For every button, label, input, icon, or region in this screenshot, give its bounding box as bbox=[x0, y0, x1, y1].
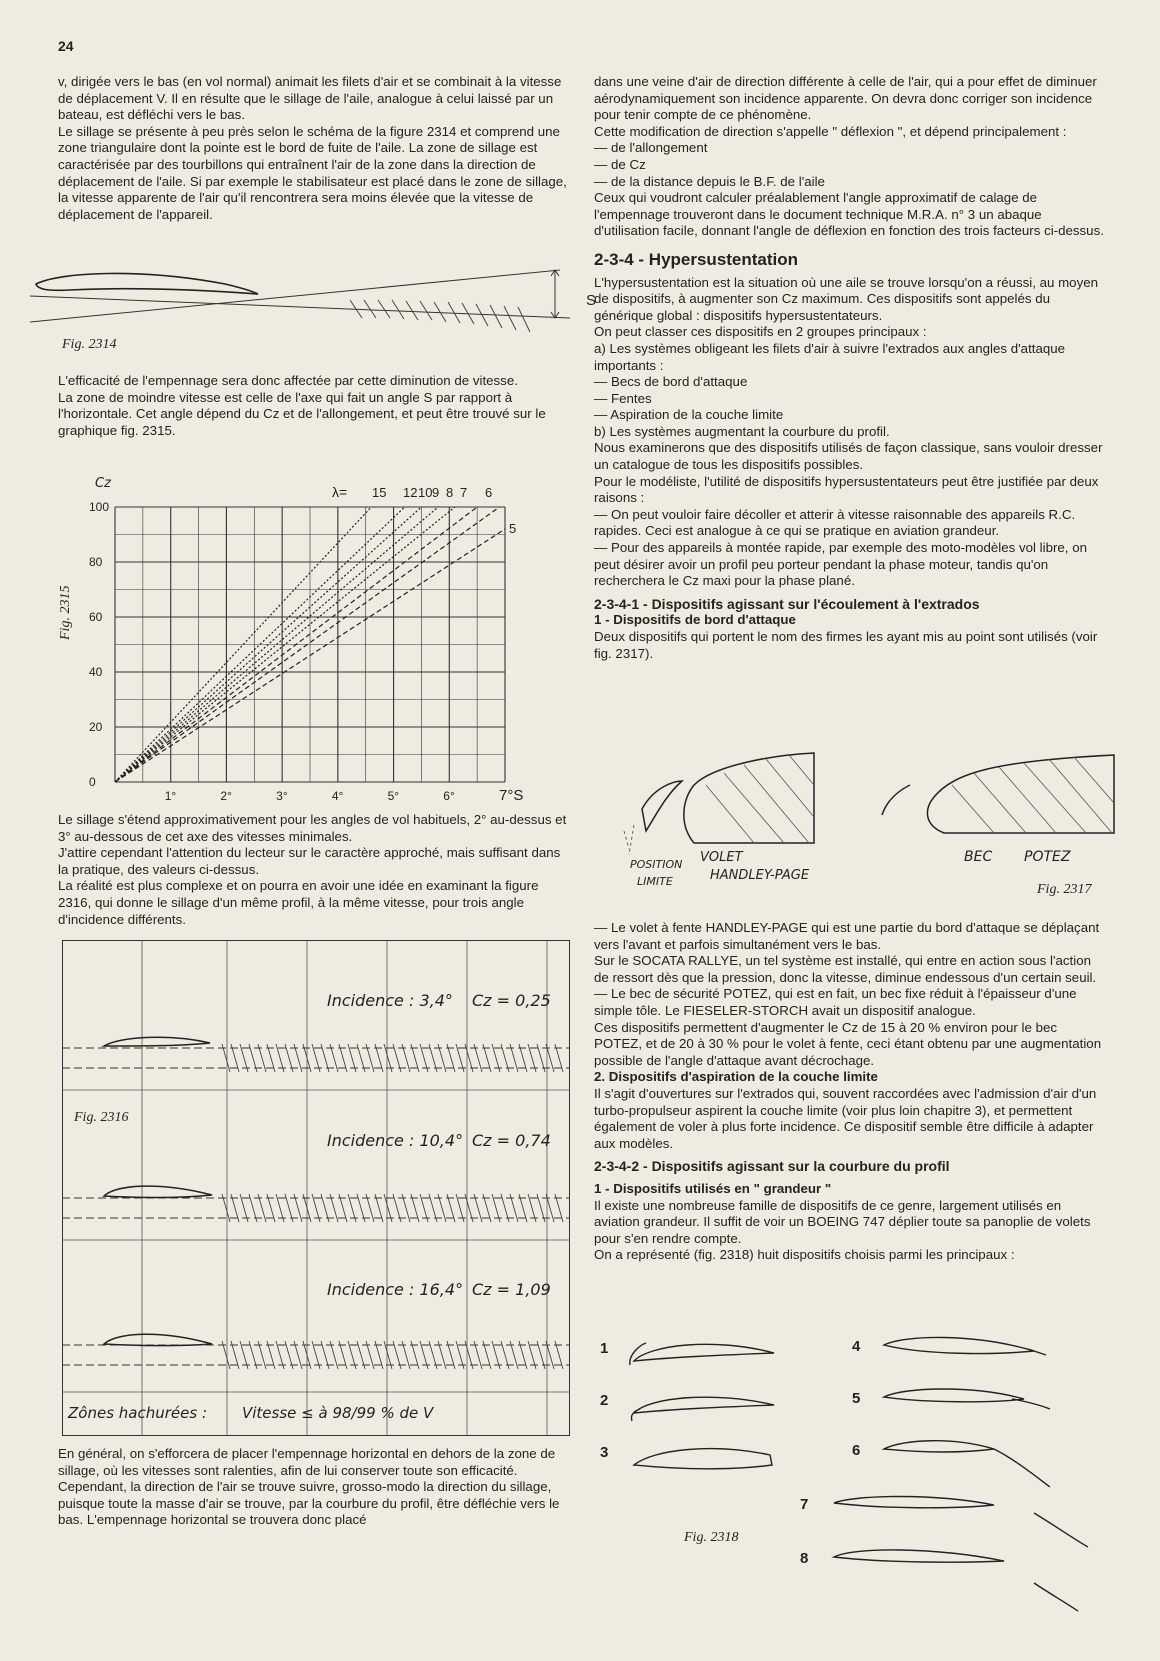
paragraph: L'efficacité de l'empennage sera donc affectée par cette diminution de vitesse. bbox=[58, 373, 518, 388]
paragraph: On peut classer ces dispositifs en 2 groupes principaux : bbox=[594, 324, 927, 340]
paragraph: — Le bec de sécurité POTEZ, qui est en fait, un bec fixe réduit à l'épaisseur d'une simple tôle. Le FIESELER-STORCH avait un dispositif analogue. bbox=[594, 986, 1077, 1018]
chart-y-tick-label: 40 bbox=[89, 665, 103, 679]
chart-y-tick-label: 20 bbox=[89, 720, 103, 734]
fig2316-cz-1: Cz = 0,25 bbox=[472, 991, 551, 1010]
figure-2318 bbox=[594, 1325, 1114, 1655]
chart-x-tick-label: 4° bbox=[331, 789, 344, 803]
fig2317-position-label-1: POSITION bbox=[630, 858, 683, 871]
paragraph: Pour le modéliste, l'utilité de dispositifs hypersustentateurs peut être justifiée par deux raisons : bbox=[594, 473, 1099, 506]
chart-x-tick-label: 7°S bbox=[499, 787, 524, 804]
fig2316-incidence-1: Incidence : 3,4° bbox=[327, 991, 453, 1010]
chart-y-tick-label: 100 bbox=[89, 500, 110, 514]
paragraph: Cependant, la direction de l'air se trouve suivre, grosso-modo la direction du sillage, puisque toute la masse d'air se trouve, par la courbure du profil, être défléchie vers le bas. L'empennage horizontal se trouvera donc placé bbox=[58, 1479, 560, 1528]
fig2317-volet-label-1: VOLET bbox=[700, 850, 743, 865]
paragraph: — On peut vouloir faire décoller et atterir à vitesse raisonnable des appareils R.C. rapides. Ceci est analogue à ce qui se pratique en aviation grandeur. bbox=[594, 506, 1076, 539]
fig2317-volet-label-2: HANDLEY-PAGE bbox=[710, 868, 810, 883]
chart-y-tick-label: 0 bbox=[89, 775, 96, 789]
paragraph: Le sillage se présente à peu près selon le schéma de la figure 2314 et comprend une zone triangulaire dont la pointe est le bord de fuite de l'aile. La zone de sillage est caractérisée par des tourbillons qui entraînent l'air de la zone dans la direction de déplacement de l'aile. Si par exemple le stabilisateur est placé dans le zone de sillage, la vitesse apparente de l'air qu'il rencontrera sera moins élevée que la vitesse de déplacement de l'appareil. bbox=[58, 123, 567, 222]
paragraph: On a représenté (fig. 2318) huit dispositifs choisis parmi les principaux : bbox=[594, 1247, 1015, 1263]
chart-y-tick-label: 80 bbox=[89, 555, 103, 569]
chart-series-label: 9 bbox=[432, 485, 440, 500]
left-column-bottom bbox=[58, 1446, 570, 1529]
fig2318-number-5: 5 bbox=[852, 1390, 861, 1407]
section-heading: 2-3-4-2 - Dispositifs agissant sur la courbure du profil bbox=[594, 1158, 950, 1175]
list-item: — Becs de bord d'attaque bbox=[594, 374, 748, 390]
fig2318-number-1: 1 bbox=[600, 1340, 609, 1357]
paragraph: Le sillage s'étend approximativement pour les angles de vol habituels, 2° au-dessus et 3° au-dessous de cet axe des vitesses minimales. bbox=[58, 812, 567, 844]
paragraph: Sur le SOCATA RALLYE, un tel système est installé, qui entre en action sous l'action de ressort dès que la pression, donc la vitesse, diminue endessous d'un certain seuil. bbox=[594, 953, 1097, 985]
fig2318-number-3: 3 bbox=[600, 1444, 609, 1461]
figure-2316 bbox=[62, 940, 570, 1436]
chart-series-label: 10 bbox=[418, 485, 433, 500]
paragraph: — Pour des appareils à montée rapide, par exemple des moto-modèles vol libre, on peut désirer avoir un profil peu porteur pendant la phase moteur, tandis qu'on recherchera le Cz maxi pour la phase plané. bbox=[594, 540, 1087, 589]
list-item: — de l'allongement bbox=[594, 140, 708, 156]
paragraph: La zone de moindre vitesse est celle de l'axe qui fait un angle S par rapport à l'horizontale. Cet angle dépend du Cz et de l'allongement, et peut être trouvé sur le graphique fig. 2315. bbox=[58, 389, 546, 438]
fig2316-incidence-2: Incidence : 10,4° bbox=[327, 1131, 464, 1150]
list-item: — de Cz bbox=[594, 156, 646, 172]
paragraph: L'hypersustentation est la situation où une aile se trouve lorsqu'on a réussi, au moyen de dispositifs, à augmenter son Cz maximum. Ces dispositifs sont appelés du générique global : dispositifs hypersustentateurs. bbox=[594, 274, 1099, 323]
fig2317-position-label-2: LIMITE bbox=[637, 875, 673, 888]
paragraph: — Le volet à fente HANDLEY-PAGE qui est une partie du bord d'attaque se déplaçant vers l'avant et parfois simultanément vers le bas. bbox=[594, 920, 1100, 952]
right-column-top bbox=[594, 74, 1104, 662]
fig2316-cz-3: Cz = 1,09 bbox=[472, 1280, 551, 1299]
chart-series-label: 5 bbox=[509, 521, 517, 536]
right-column-bottom bbox=[594, 920, 1104, 1264]
fig2316-cz-2: Cz = 0,74 bbox=[472, 1131, 551, 1150]
chart-series-label: 6 bbox=[485, 485, 493, 500]
subsection-heading: 1 - Dispositifs de bord d'attaque bbox=[594, 612, 796, 628]
chart-series-label: 15 bbox=[372, 485, 387, 500]
section-heading: 2-3-4-1 - Dispositifs agissant sur l'écoulement à l'extrados bbox=[594, 595, 980, 612]
chart-y-tick-label: 60 bbox=[89, 610, 103, 624]
list-item: — Aspiration de la couche limite bbox=[594, 407, 784, 423]
left-column-mid bbox=[58, 373, 570, 439]
paragraph: a) Les systèmes obligeant les filets d'air à suivre l'extrados aux angles d'attaque importants : bbox=[594, 340, 1066, 373]
page-number: 24 bbox=[58, 38, 74, 54]
paragraph: Deux dispositifs qui portent le nom des firmes les ayant mis au point sont utilisés (voir fig. 2317). bbox=[594, 629, 1098, 661]
paragraph: Ceux qui voudront calculer préalablement l'angle approximatif de calage de l'empennage trouveront dans le document technique M.R.A. n° 3 un abaque d'utilisation facile, donnant l'angle de déflexion en fonction des trois facteurs ci-dessus. bbox=[594, 190, 1104, 239]
paragraph: Cette modification de direction s'appelle " déflexion ", et dépend principalement : bbox=[594, 123, 1067, 139]
fig2314-caption: Fig. 2314 bbox=[62, 337, 117, 352]
fig2318-number-6: 6 bbox=[852, 1442, 861, 1459]
paragraph: Nous examinerons que des dispositifs utilisés de façon classique, sans vouloir dresser un catalogue de tous les dispositifs possibles. bbox=[594, 440, 1103, 473]
list-item: — Fentes bbox=[594, 390, 652, 406]
paragraph: Il existe une nombreuse famille de dispositifs de ce genre, largement utilisés en aviation grandeur. Il suffit de voir un BOEING 747 déplier toute sa panoplie de volets pour s'en rendre compte. bbox=[594, 1197, 1091, 1246]
fig2314-s-label: S bbox=[586, 292, 597, 309]
paragraph: dans une veine d'air de direction différente à celle de l'air, qui a pour effet de diminuer aérodynamiquement son incidence apparente. On devra donc corriger son incidence pour tenir compte de ce phénomène. bbox=[594, 74, 1097, 123]
paragraph: La réalité est plus complexe et on pourra en avoir une idée en examinant la figure 2316, qui donne le sillage d'un même profil, à la même vitesse, pour trois angle d'incidence différents. bbox=[58, 878, 539, 927]
chart-x-tick-label: 3° bbox=[276, 789, 288, 803]
fig2318-caption: Fig. 2318 bbox=[684, 1530, 739, 1545]
paragraph: Il s'agit d'ouvertures sur l'extrados qui, souvent raccordées avec l'admission d'air d'un turbo-propulseur aspirent la couche limite (voir plus loin chapitre 3), et permettent également de voler à plus forte incidence. Ce dispositif semble être difficile à adapter aux modèles. bbox=[594, 1085, 1097, 1151]
subsection-heading: 1 - Dispositifs utilisés en " grandeur " bbox=[594, 1180, 832, 1196]
paragraph: J'attire cependant l'attention du lecteur sur le caractère approché, mais suffisant dans la pratique, des valeurs ci-dessus. bbox=[58, 845, 561, 877]
chart-series-label: 7 bbox=[460, 485, 468, 500]
chart-grid bbox=[115, 507, 505, 782]
fig2316-incidence-3: Incidence : 16,4° bbox=[327, 1280, 464, 1299]
paragraph: Ces dispositifs permettent d'augmenter le Cz de 15 à 20 % environ pour le bec POTEZ, et de 20 à 30 % pour le volet à fente, ceci étant obtenu par une augmentation possible de l'angle d'attaque avant décrochage. bbox=[594, 1019, 1102, 1068]
paragraph: En général, on s'efforcera de placer l'empennage horizontal en dehors de la zone de sillage, où les vitesses sont ralenties, afin de lui conserver toute son efficacité. bbox=[58, 1446, 556, 1478]
subsection-heading: 2. Dispositifs d'aspiration de la couche limite bbox=[594, 1069, 878, 1085]
fig2318-number-2: 2 bbox=[600, 1392, 609, 1409]
section-heading: 2-3-4 - Hypersustentation bbox=[594, 249, 799, 269]
list-item: — de la distance depuis le B.F. de l'aile bbox=[594, 173, 825, 189]
fig2316-footer-right: Vitesse ≤ à 98/99 % de V bbox=[242, 1404, 434, 1422]
chart-x-tick-label: 2° bbox=[220, 789, 232, 803]
chart-series-label: 12 bbox=[403, 485, 418, 500]
fig2317-caption: Fig. 2317 bbox=[1037, 882, 1092, 897]
fig2315-caption: Fig. 2315 bbox=[58, 585, 73, 640]
chart-series-label: 8 bbox=[446, 485, 454, 500]
left-column-top bbox=[58, 74, 570, 223]
fig2317-bec-label-2: POTEZ bbox=[1024, 849, 1071, 865]
chart-x-tick-label: 5° bbox=[387, 789, 400, 803]
chart-x-tick-label: 6° bbox=[443, 789, 455, 803]
chart-y-axis-title: Cz bbox=[95, 476, 111, 491]
left-column-lower bbox=[58, 812, 570, 928]
fig2316-caption: Fig. 2316 bbox=[74, 1110, 129, 1125]
chart-x-tick-label: 1° bbox=[164, 789, 177, 803]
figure-2317 bbox=[594, 745, 1114, 895]
chart-lambda-label: λ= bbox=[332, 484, 348, 500]
paragraph: v, dirigée vers le bas (en vol normal) animait les filets d'air et se combinait à la vitesse de déplacement V. Il en résulte que le sillage de l'aile, analogue à celui laissé par un bateau, est défléchi vers le bas. bbox=[58, 74, 562, 123]
paragraph: b) Les systèmes augmentant la courbure du profil. bbox=[594, 423, 890, 439]
fig2317-bec-label-1: BEC bbox=[964, 849, 993, 865]
figure-2315-chart bbox=[60, 475, 560, 805]
fig2318-number-8: 8 bbox=[800, 1550, 809, 1567]
fig2316-footer-left: Zônes hachurées : bbox=[68, 1404, 207, 1422]
fig2318-number-4: 4 bbox=[852, 1338, 861, 1355]
fig2318-number-7: 7 bbox=[800, 1496, 809, 1513]
